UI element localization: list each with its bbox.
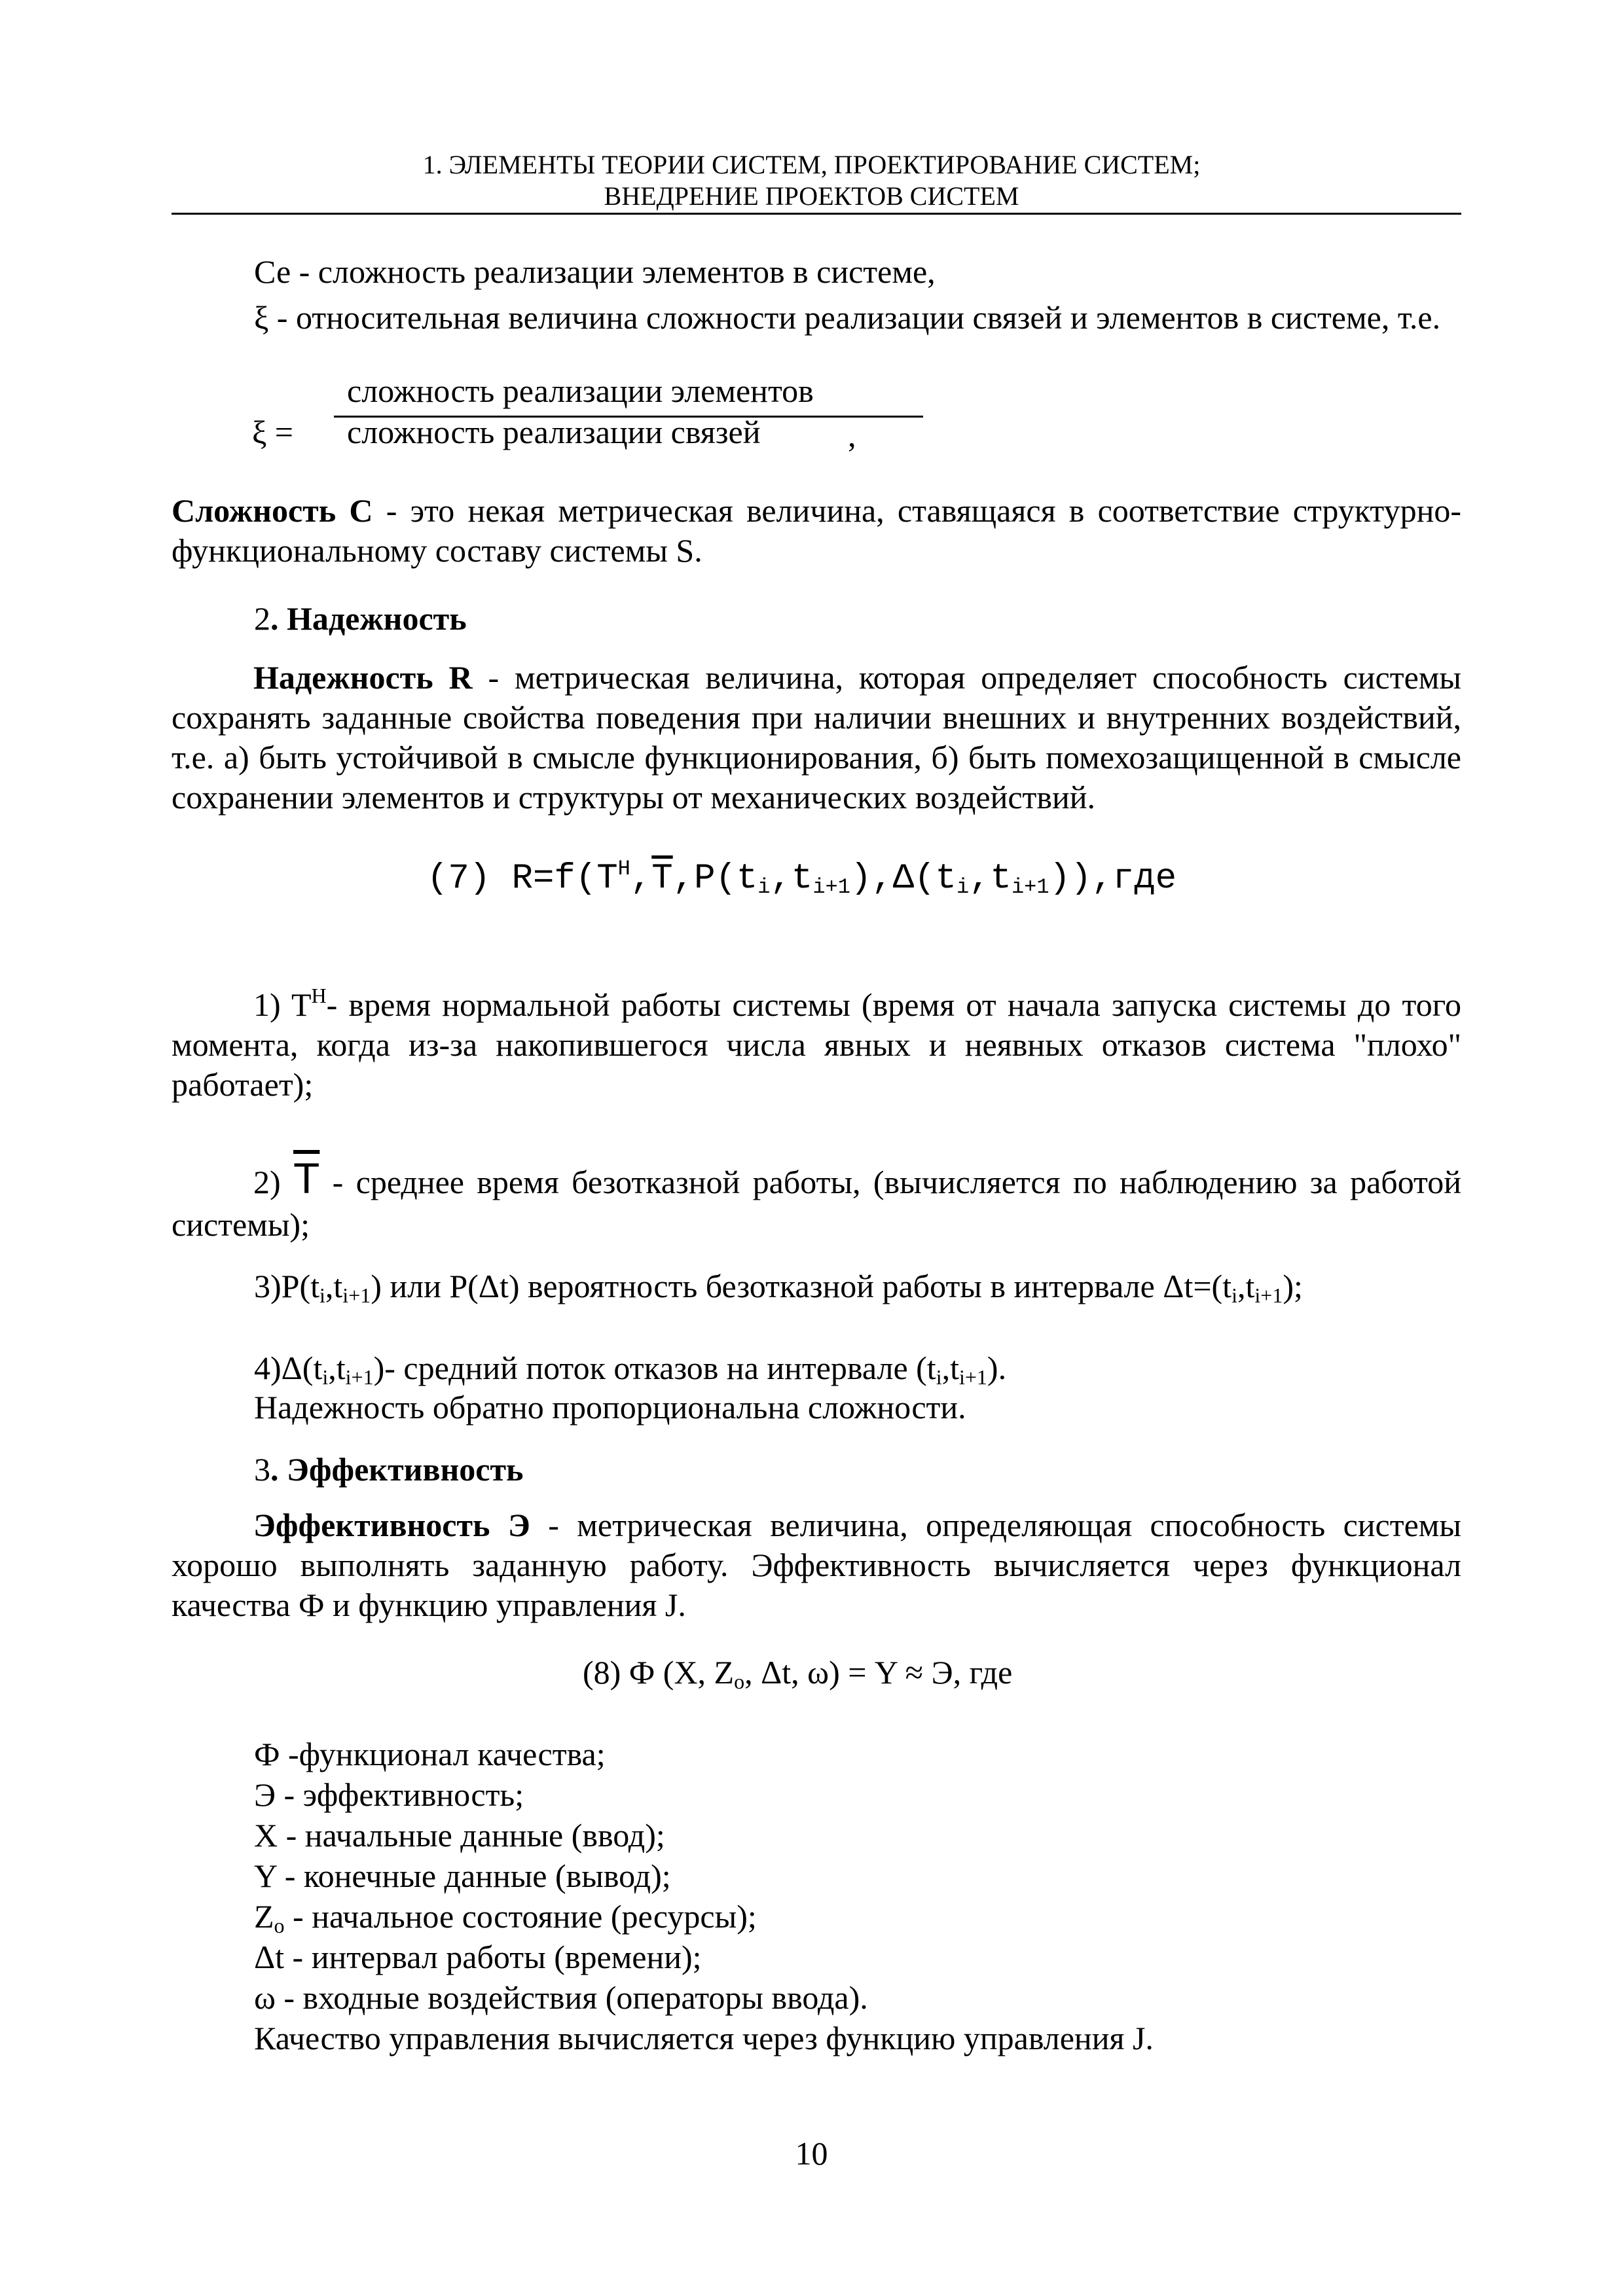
section-2-heading: . Надежность (270, 600, 467, 637)
section-3-number: 3 (254, 1451, 270, 1488)
reliability-text: - метрическая величина, которая определяет способность системы сохранять заданные свойства поведения при наличии внешних и внутренних воздействий, т.е. а) быть устойчивой в смысле функционирования, б) быть помехозащищенной в смысле сохранении элементов и структуры от механических воздействий. (172, 659, 1461, 816)
item-3-part: ) или P(Δt) вероятность безотказной работы в интервале Δt=(t (371, 1268, 1232, 1304)
efficiency-term: Эффективность Э (253, 1507, 530, 1543)
formula-7-part: ,t (969, 859, 1012, 899)
header-line-2: ВНЕДРЕНИЕ ПРОЕКТОВ СИСТЕМ (604, 181, 1019, 211)
item-1-label: 1) T (253, 986, 312, 1023)
item-3-part: ,t (325, 1268, 343, 1304)
legend-quality: Качество управления вычисляется через функцию управления J. (254, 2020, 1154, 2056)
item-4-part: ,t (328, 1350, 346, 1386)
item-4-sub: i (322, 1365, 329, 1389)
item-4-sub: i (936, 1365, 942, 1389)
complexity-paragraph (172, 491, 1461, 571)
formula-7-part: ,P(t (672, 859, 758, 899)
formula-7 (427, 857, 1176, 901)
legend-zo (254, 1897, 757, 1937)
item-4-sub: i+1 (958, 1365, 987, 1389)
formula-7-sub: i+1 (1011, 875, 1049, 899)
item-4-part: ,t (941, 1350, 959, 1386)
formula-8-part: (8) Ф (X, Z (583, 1654, 735, 1691)
reliability-term: Надежность R (253, 659, 473, 696)
efficiency-paragraph (172, 1505, 1461, 1625)
legend-phi: Ф -функционал качества; (254, 1736, 606, 1772)
legend-zo-sym: Z (254, 1898, 274, 1935)
item-4 (254, 1348, 1006, 1388)
formula-7-part: ,t (770, 859, 813, 899)
item-2-label: 2) (253, 1164, 293, 1200)
header-line-1: 1. ЭЛЕМЕНТЫ ТЕОРИИ СИСТЕМ, ПРОЕКТИРОВАНИЕ СИСТЕМ; (422, 150, 1201, 179)
item-4-sub: i+1 (345, 1365, 374, 1389)
legend-y: Y - конечные данные (вывод); (254, 1857, 671, 1894)
item-1 (172, 985, 1461, 1105)
formula-7-sup: H (617, 857, 630, 881)
formula-7-part: )),где (1049, 859, 1177, 899)
def-xi (254, 298, 1544, 338)
item-3-sub: i+1 (1254, 1283, 1283, 1307)
formula-7-sub: i (757, 875, 771, 899)
legend-dt: Δt - интервал работы (времени); (254, 1939, 702, 1975)
item-3-part: ,t (1237, 1268, 1255, 1304)
fraction-denominator: сложность реализации связей (347, 414, 761, 450)
item-1-text: - время нормальной работы системы (время от начала запуска системы до того момента, когда из-за накопившегося числа явных и неявных отказов система "плохо" работает); (172, 986, 1461, 1103)
item-3-sub: i (319, 1283, 325, 1307)
item-2-tbar-symbol: $\overline{T}$ (293, 1154, 320, 1202)
formula-8-part: , Δt, ω) = Y ≈ Э, где (744, 1654, 1013, 1691)
item-3-sub: i+1 (342, 1283, 371, 1307)
section-2-number: 2 (254, 600, 270, 637)
fraction-numerator: сложность реализации элементов (347, 372, 814, 409)
formula-7-part: ),Δ(t (850, 859, 957, 899)
section-3-title (254, 1450, 523, 1490)
complexity-text: - это некая метрическая величина, ставящаяся в соответствие структурно-функциональному составу системы S. (172, 492, 1461, 569)
section-2-title (254, 599, 467, 639)
legend-x: X - начальные данные (ввод); (254, 1817, 665, 1854)
formula-7-sub: i (956, 875, 970, 899)
item-3-part: ); (1283, 1268, 1303, 1304)
item-3-sub: i (1231, 1283, 1237, 1307)
item-4-part: 4)Δ(t (254, 1350, 323, 1386)
section-3-heading: . Эффективность (270, 1451, 524, 1488)
item-1-sup: H (311, 984, 327, 1007)
reliability-paragraph (172, 658, 1461, 817)
item-2-text: - среднее время безотказной работы, (вычисляется по наблюдению за работой системы); (172, 1164, 1461, 1243)
item-4-part: ). (987, 1350, 1007, 1386)
def-ce: Се - сложность реализации элементов в системе, (254, 253, 936, 290)
formula-7-label: (7) (427, 859, 512, 899)
def-xi-text: - относительная величина сложности реализации связей и элементов в системе, т.е. (268, 299, 1441, 336)
reliability-note: Надежность обратно пропорциональна сложности. (254, 1389, 966, 1426)
efficiency-text: - метрическая величина, определяющая способность системы хорошо выполнять заданную работу. Эффективность вычисляется через функционал качества Ф и функцию управления J. (172, 1507, 1461, 1623)
legend-omega: ω - входные воздействия (операторы ввода). (254, 1979, 868, 2016)
fraction-comma: , (848, 417, 856, 454)
complexity-term: Сложность С (172, 492, 373, 529)
legend-zo-sub: o (274, 1914, 285, 1937)
running-header (0, 149, 1623, 212)
fraction-lhs: ξ = (252, 414, 293, 450)
formula-7-tbar: $\overline{T}$ (651, 859, 673, 899)
header-rule (172, 213, 1461, 215)
legend-e: Э - эффективность; (254, 1776, 524, 1813)
legend-zo-text: - начальное состояние (ресурсы); (284, 1898, 757, 1935)
formula-8 (583, 1653, 1012, 1693)
item-4-part: )- средний поток отказов на интервале (t (373, 1350, 936, 1386)
xi-symbol: ξ (254, 299, 269, 336)
formula-7-sub: i+1 (812, 875, 850, 899)
page-number: 10 (795, 2135, 828, 2172)
formula-7-part: , (630, 859, 652, 899)
item-3-part: 3)P(t (254, 1268, 319, 1304)
formula-8-sub: o (734, 1670, 745, 1693)
formula-7-part: R=f(T (511, 859, 618, 899)
item-3 (254, 1266, 1303, 1306)
item-2 (172, 1152, 1461, 1245)
